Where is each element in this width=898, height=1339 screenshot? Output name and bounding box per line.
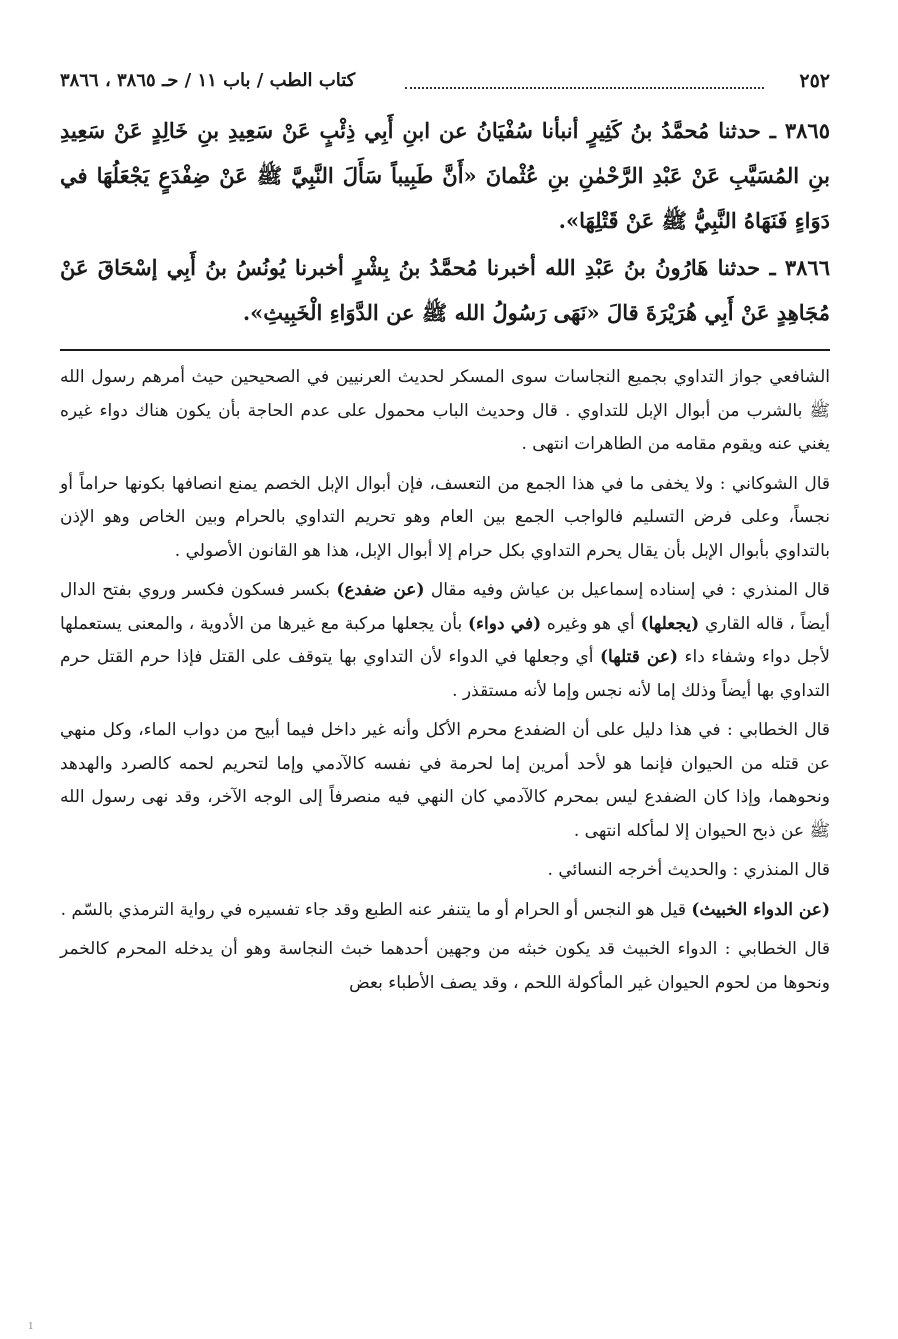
commentary-paragraph — [60, 714, 830, 848]
commentary-paragraph — [60, 361, 830, 462]
commentary-text: بأن يجعلها مركبة مع غيرها من الأدوية ، والمعنى يستعملها لأجل دواء وشفاء داء — [60, 613, 830, 667]
footnote-separator — [60, 349, 830, 351]
commentary-text: الشافعي جواز التداوي بجميع النجاسات سوى المسكر لحديث العرنيين في الصحيحين حيث أمرهم رسول الله ﷺ بالشرب من أبوال الإبل للتداوي . قال وحديث الباب محمول على عدم الحاجة بأن يكون هناك دواء غيره يغني عنه ويقوم مقامه من الطاهرات انتهى . — [60, 367, 830, 454]
commentary-text: قال المنذري : والحديث أخرجه النسائي . — [547, 860, 830, 880]
commentary-text: قال الخطابي : في هذا دليل على أن الضفدع محرم الأكل وأنه غير داخل فيما أبيح من دواب الماء، وكل منهي عن قتله من الحيوان فإنما هو لأحد أمرين إما لحرمة في نفسه كالآدمي وإما لتحريم لحمه كالصرد والهدهد ونحوهما، وإذا كان الضفدع ليس بمحرم كالآدمي كان النهي فيه منصرفاً إلى الوجه الآخر، وقد نهى رسول الله ﷺ عن ذبح الحيوان إلا لمأكله انتهى . — [60, 720, 830, 841]
hadith-text: ـ حدثنا مُحمَّدُ بنُ كَثِيرٍ أنبأنا سُفْيَانُ عن ابنِ أَبِي ذِئْبٍ عَنْ سَعِيدِ بنِ خَالِدٍ عَنْ سَعِيدِ بنِ المُسَيَّبِ عَنْ عَبْدِ الرَّحْمٰنِ بنِ عُثْمانَ «أَنَّ طَبِيباً سَأَلَ النَّبِيَّ ﷺ عَنْ ضِفْدَعٍ يَجْعَلُهَا في دَوَاءٍ فَنَهَاهُ النَّبِيُّ ﷺ عَنْ قَتْلِهَا». — [60, 118, 830, 233]
running-title: كتاب الطب / باب ١١ / حـ ٣٨٦٥ ، ٣٨٦٦ — [60, 70, 356, 91]
commentary-text: قيل هو النجس أو الحرام أو ما يتنفر عنه الطبع وقد جاء تفسيره في رواية الترمذي بالسّم . — [60, 899, 692, 920]
commentary-section — [60, 361, 830, 1000]
header-dotted-leader — [405, 87, 764, 89]
commentary-text: أي وجعلها في الدواء لأن التداوي بها يتوقف على القتل فإذا حرم القتل حرم التداوي بها أيضاً وذلك إما لأنه نجس وإما لأنه مستقذر . — [60, 647, 830, 701]
commentary-text: قال الشوكاني : ولا يخفى ما في هذا الجمع من التعسف، فإن أبوال الإبل الخصم يمنع انصافها بكونها حراماً أو نجساً، وعلى فرض التسليم فالواجب الجمع بين العام وهو تحريم التداوي بالحرام وبين الخاص وهو الإذن بالتداوي بأبوال الإبل بأن يقال يحرم التداوي بكل حرام إلا أبوال الإبل، هذا هو القانون الأصولي . — [60, 473, 830, 561]
hadith-3865 — [60, 108, 830, 243]
commentary-text: قال الخطابي : الدواء الخبيث قد يكون خبثه من وجهين أحدهما خبث النجاسة وهو أن يدخله المحرم كالخمر ونحوها من لحوم الحيوان غير المأكولة اللحم ، وقد يصف الأطباء بعض — [60, 939, 830, 993]
commentary-text: بكسر فسكون فكسر وروي بفتح الدال أيضاً ، قاله القاري — [60, 580, 830, 634]
hadith-number: ٣٨٦٥ — [784, 118, 830, 143]
margin-mark: 1 — [28, 1322, 34, 1332]
commentary-paragraph — [60, 468, 830, 569]
highlighted-phrase: (عن ضفدع) — [336, 580, 425, 600]
highlighted-phrase: (عن قتلها) — [599, 647, 679, 667]
running-head — [60, 70, 830, 104]
commentary-text: قال المنذري : في إسناده إسماعيل بن عياش وفيه مقال — [424, 580, 830, 600]
commentary-paragraph — [60, 933, 830, 1000]
highlighted-phrase: (في دواء) — [467, 613, 542, 634]
hadith-3866 — [60, 245, 830, 335]
commentary-paragraph — [60, 574, 830, 708]
commentary-paragraph — [60, 894, 830, 928]
commentary-paragraph — [60, 854, 830, 888]
highlighted-phrase: (يجعلها) — [640, 613, 700, 634]
commentary-text: أي هو وغيره — [541, 613, 641, 634]
hadith-text: ـ حدثنا هَارُونُ بنُ عَبْدِ الله أخبرنا مُحمَّدُ بنُ بِشْرٍ أخبرنا يُونُسُ بنُ أَبِي إسْحَاقَ عَنْ مُجَاهِدٍ عَنْ أَبِي هُرَيْرَةَ قالَ «نَهَى رَسُولُ الله ﷺ عن الدَّوَاءِ الْخَبِيثِ». — [60, 255, 830, 325]
page-number: ٢٥٢ — [799, 70, 830, 92]
highlighted-phrase: (عن الدواء الخبيث) — [691, 899, 830, 920]
hadith-number: ٣٨٦٦ — [784, 255, 830, 280]
book-page — [60, 70, 830, 1006]
